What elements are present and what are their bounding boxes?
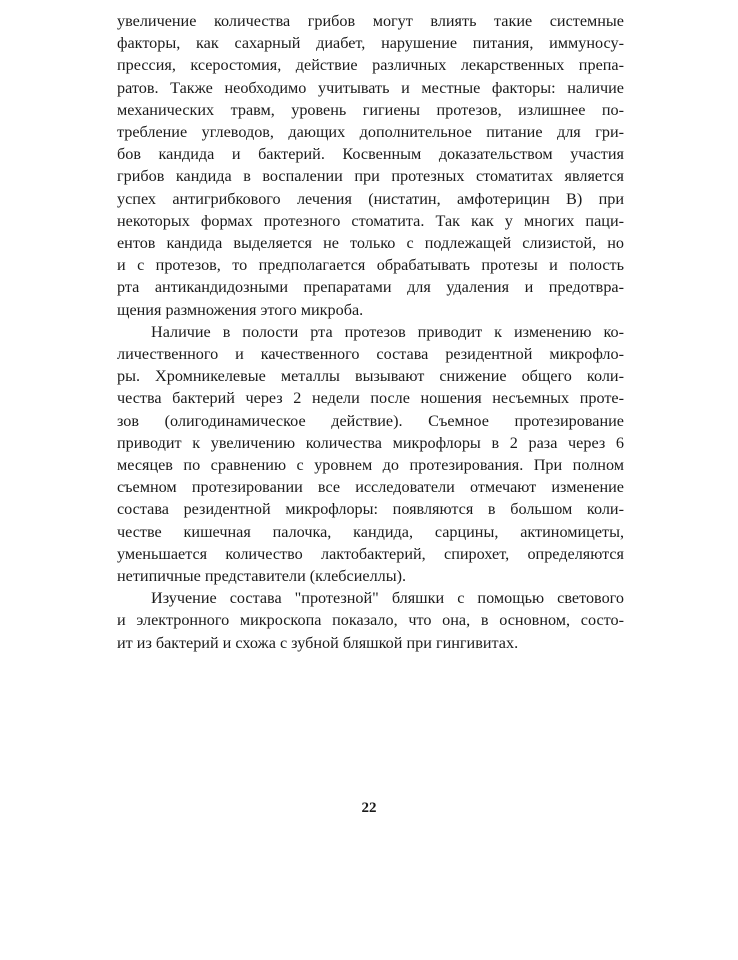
text-line: увеличение количества грибов могут влиять такие системные [117, 12, 624, 30]
text-line: бов кандида и бактерий. Косвенным доказательством участия [117, 145, 624, 164]
text-line: успех антигрибкового лечения (нистатин, амфотерицин В) при [117, 189, 624, 208]
text-line: ры. Хромникелевые металлы вызывают снижение общего коли- [117, 367, 624, 386]
text-line: Наличие в полости рта протезов приводит к изменению ко- [151, 322, 624, 341]
text-line: честве кишечная палочка, кандида, сарцины, актиномицеты, [117, 522, 624, 541]
text-line: Изучение состава "протезной" бляшки с помощью светового [151, 589, 624, 608]
text-line: некоторых формах протезного стоматита. Так как у многих паци- [117, 211, 624, 230]
paragraph-3 [117, 587, 624, 654]
document-page [117, 10, 624, 654]
text-line: уменьшается количество лактобактерий, спирохет, определяются [117, 544, 624, 563]
text-line: месяцев по сравнению с уровнем до протезирования. При полном [117, 456, 624, 475]
text-line: щения размножения этого микроба. [117, 300, 364, 319]
text-line: съемном протезировании все исследователи отмечают изменение [117, 478, 624, 497]
text-line: и электронного микроскопа показало, что она, в основном, состо- [117, 611, 624, 630]
text-line: приводит к увеличению количества микрофлоры в 2 раза через 6 [117, 433, 624, 452]
text-line: рта антикандидозными препаратами для удаления и предотвра- [117, 278, 624, 297]
paragraph-2 [117, 321, 624, 587]
page-number: 22 [361, 800, 377, 816]
text-line: чества бактерий через 2 недели после ношения несъемных протe- [117, 389, 624, 408]
text-line: состава резидентной микрофлоры: появляются в большом коли- [117, 500, 624, 519]
text-line: личественного и качественного состава резидентной микрофло- [117, 345, 624, 364]
text-line: требление углеводов, дающих дополнительное питание для гри- [117, 123, 624, 142]
text-line: нетипичные представители (клебсиеллы). [117, 567, 407, 586]
text-line: зов (олигодинамическое действие). Съемное протезирование [117, 411, 624, 430]
text-line: ит из бактерий и схожа с зубной бляшкой при гингивитах. [117, 633, 519, 652]
text-line: прессия, ксеростомия, действие различных лекарственных препа- [117, 56, 624, 75]
text-line: и с протезов, то предполагается обрабатывать протезы и полость [117, 256, 624, 275]
text-line: ратов. Также необходимо учитывать и местные факторы: наличие [117, 78, 624, 97]
text-line: факторы, как сахарный диабет, нарушение питания, иммуносу- [117, 34, 624, 53]
text-line: грибов кандида в воспалении при протезных стоматитах является [117, 167, 624, 186]
text-line: механических травм, уровень гигиены протезов, излишнее по- [117, 100, 624, 119]
paragraph-1 [117, 10, 624, 321]
text-line: ентов кандида выделяется не только с подлежащей слизистой, но [117, 234, 624, 253]
